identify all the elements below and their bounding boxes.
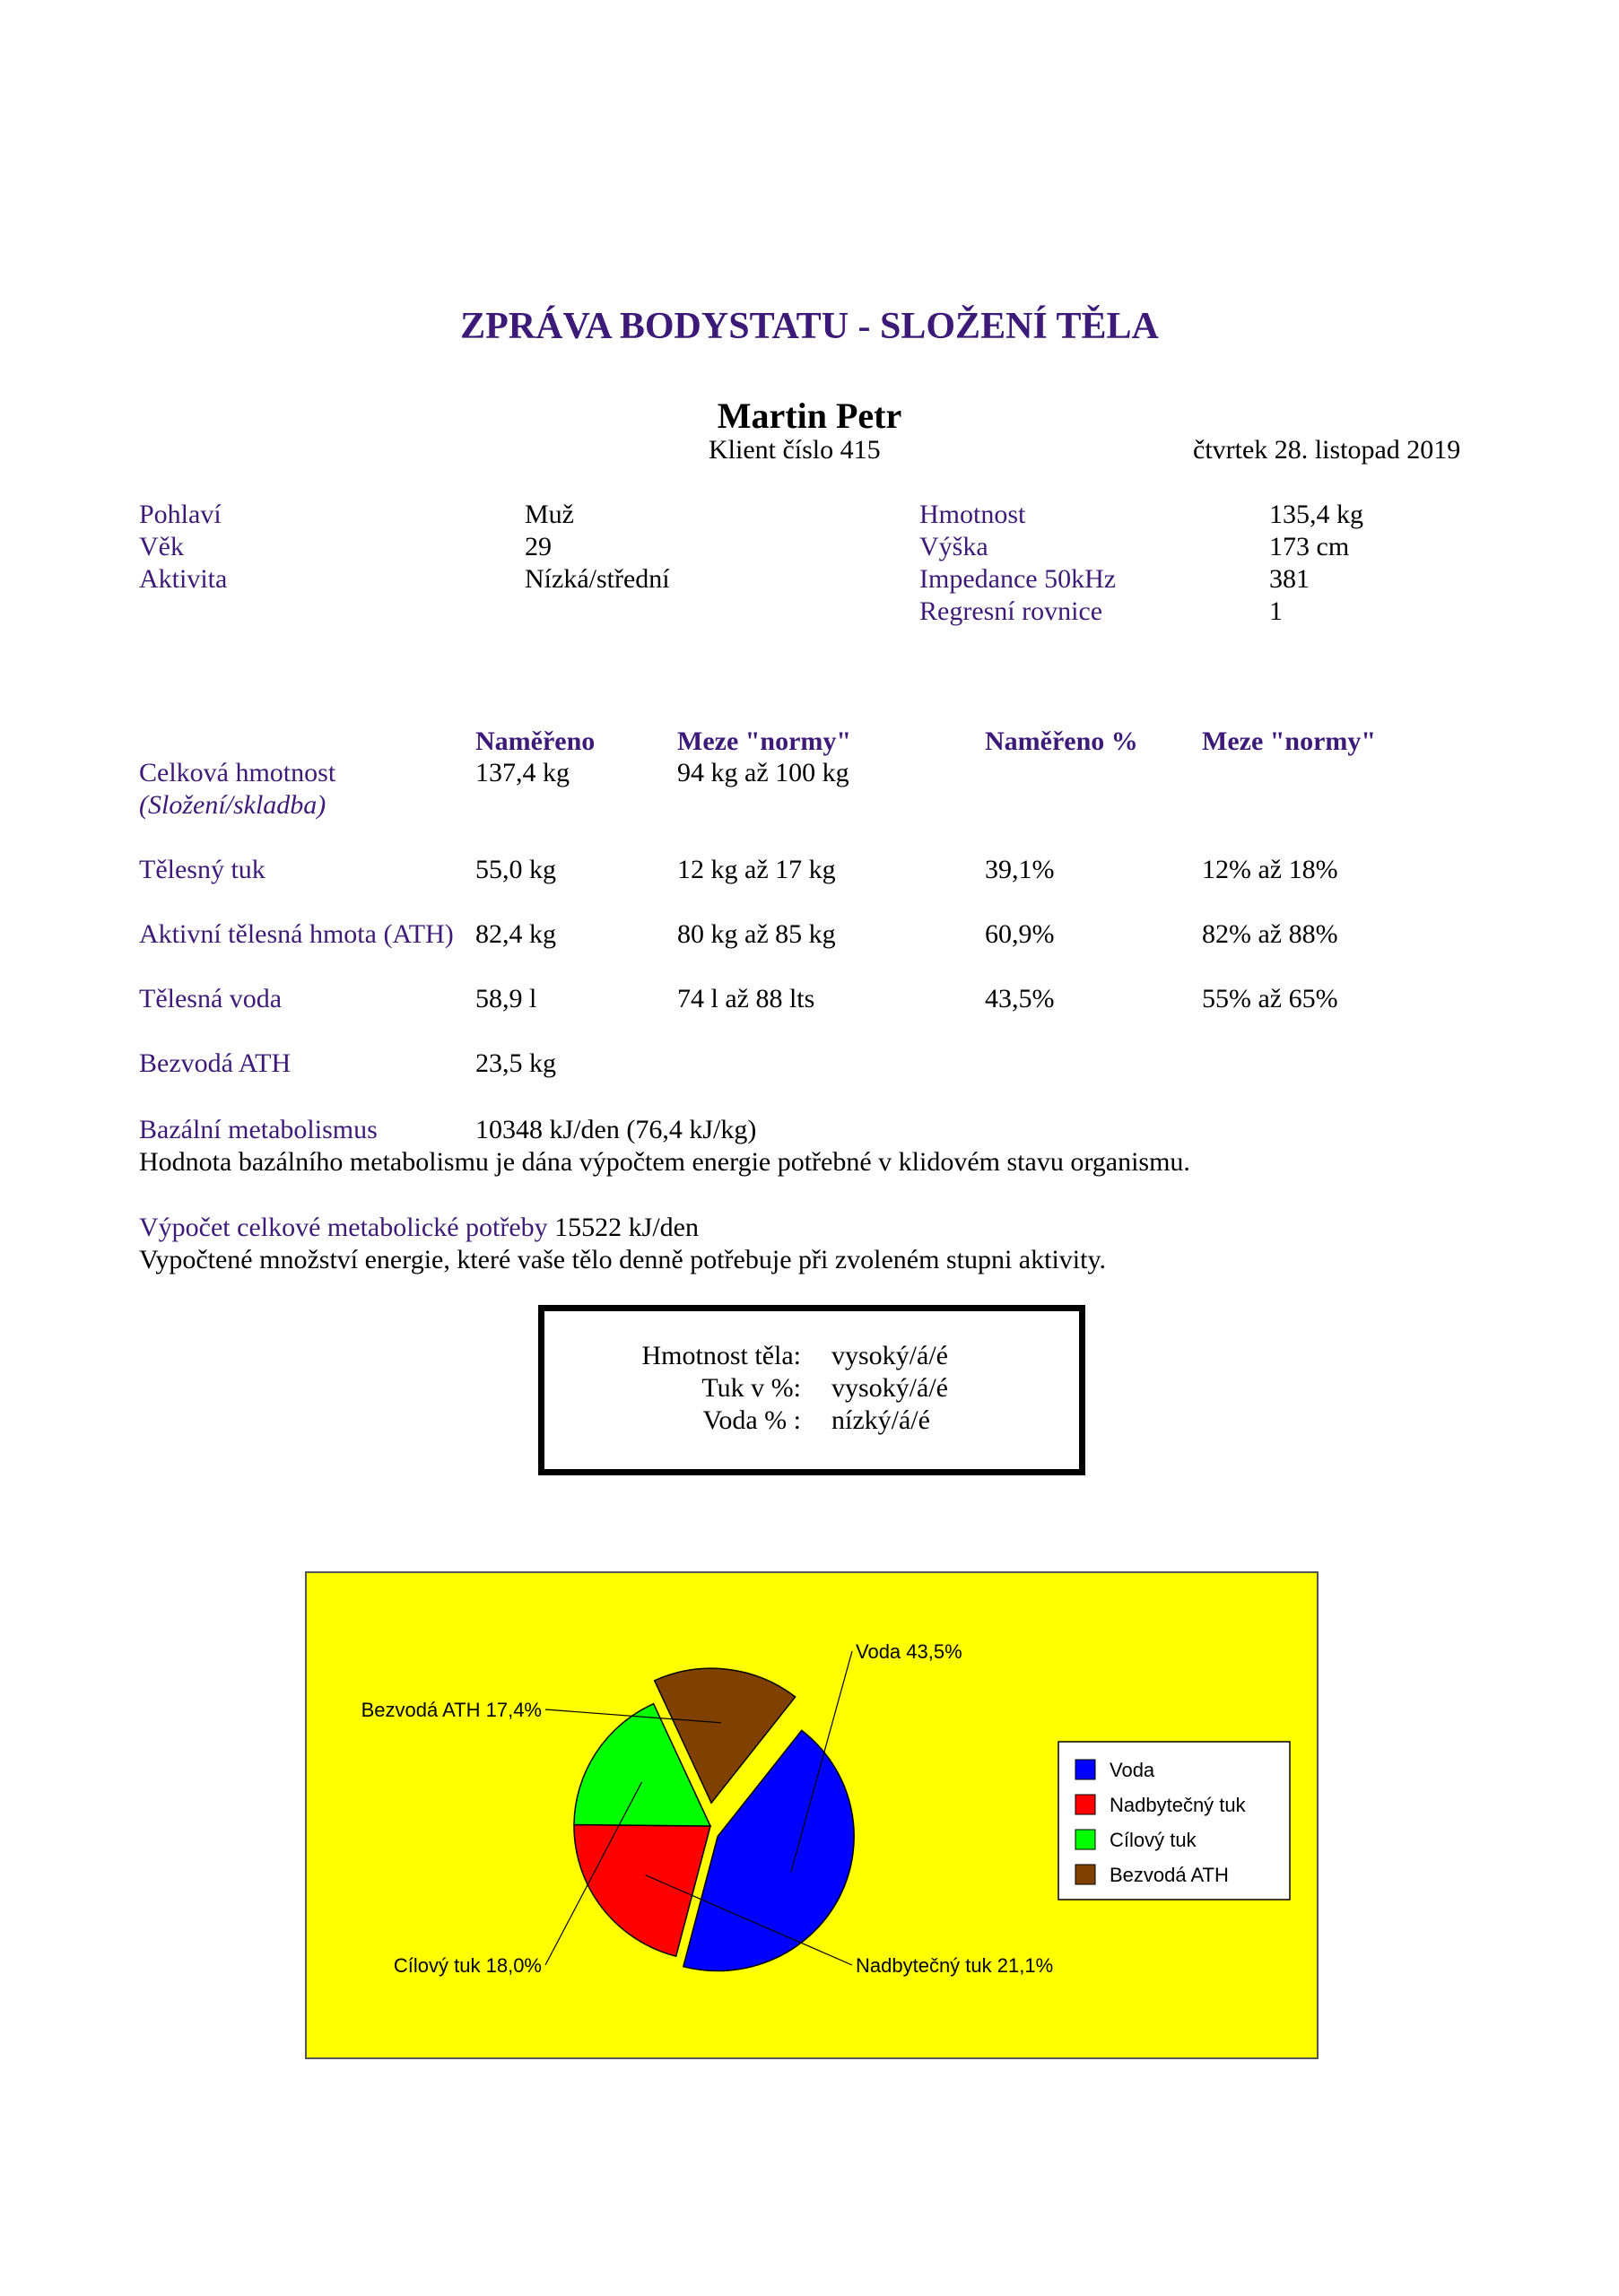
total-sublabel: (Složení/skladba)	[139, 790, 326, 820]
fat-norm: 12 kg až 17 kg	[677, 855, 836, 884]
legend-swatch-nadbytecny-tuk	[1075, 1795, 1095, 1814]
age-value: 29	[525, 532, 552, 561]
legend-label-cilovy-tuk: Cílový tuk	[1110, 1829, 1197, 1851]
summary-weight-label: Hmotnost těla:	[641, 1341, 801, 1370]
slice-label-voda: Voda 43,5%	[856, 1640, 962, 1663]
summary-fat-label: Tuk v %:	[701, 1373, 801, 1403]
lean-norm-pct: 82% až 88%	[1202, 919, 1338, 949]
header-norm: Meze "normy"	[677, 726, 852, 756]
chart-legend	[1058, 1742, 1290, 1900]
report-date: čtvrtek 28. listopad 2019	[1193, 435, 1461, 465]
water-norm: 74 l až 88 lts	[677, 984, 815, 1013]
basal-value: 10348 kJ/den (76,4 kJ/kg)	[475, 1115, 757, 1144]
summary-box	[538, 1305, 1085, 1475]
header-measured-pct: Naměřeno %	[985, 726, 1138, 756]
legend-swatch-bezvoda-ath	[1075, 1865, 1095, 1884]
legend-swatch-cilovy-tuk	[1075, 1830, 1095, 1849]
total-metabolism-value: 15522 kJ/den	[554, 1213, 699, 1242]
weight-label: Hmotnost	[919, 500, 1026, 529]
summary-fat-value: vysoký/á/é	[831, 1373, 948, 1403]
fat-label: Tělesný tuk	[139, 855, 265, 884]
slice-label-nadbytecny-tuk: Nadbytečný tuk 21,1%	[856, 1954, 1054, 1977]
slice-label-bezvoda-ath: Bezvodá ATH 17,4%	[361, 1699, 542, 1721]
regression-value: 1	[1269, 596, 1283, 626]
gender-value: Muž	[525, 500, 574, 529]
height-label: Výška	[919, 532, 988, 561]
total-label: Celková hmotnost	[139, 758, 336, 787]
activity-value: Nízká/střední	[525, 564, 670, 594]
basal-label: Bazální metabolismus	[139, 1115, 378, 1144]
total-metabolism	[139, 1213, 699, 1243]
header-measured: Naměřeno	[475, 726, 596, 756]
lean-measured-pct: 60,9%	[985, 919, 1055, 949]
regression-label: Regresní rovnice	[919, 596, 1103, 626]
impedance-value: 381	[1269, 564, 1310, 594]
fat-measured-pct: 39,1%	[985, 855, 1055, 884]
summary-weight-value: vysoký/á/é	[831, 1341, 948, 1370]
dry-lean-measured: 23,5 kg	[475, 1048, 556, 1078]
client-name: Martin Petr	[717, 396, 902, 436]
activity-label: Aktivita	[139, 564, 228, 594]
summary-water-value: nízký/á/é	[831, 1405, 930, 1435]
water-measured: 58,9 l	[475, 984, 537, 1013]
fat-measured: 55,0 kg	[475, 855, 556, 884]
header-norm-pct: Meze "normy"	[1202, 726, 1377, 756]
lean-norm: 80 kg až 85 kg	[677, 919, 836, 949]
summary-water-label: Voda % :	[702, 1405, 801, 1435]
legend-label-nadbytecny-tuk: Nadbytečný tuk	[1110, 1794, 1246, 1816]
basal-note: Hodnota bazálního metabolismu je dána výpočtem energie potřebné v klidovém stavu organismu.	[139, 1147, 1190, 1177]
slice-label-cilovy-tuk: Cílový tuk 18,0%	[393, 1954, 542, 1977]
water-norm-pct: 55% až 65%	[1202, 984, 1338, 1013]
pie-slice-nadbytecny-tuk	[574, 1825, 710, 1957]
legend-swatch-voda	[1075, 1760, 1095, 1779]
impedance-label: Impedance 50kHz	[919, 564, 1117, 594]
gender-label: Pohlaví	[139, 500, 222, 529]
total-metabolism-note: Vypočtené množství energie, které vaše tělo denně potřebuje při zvoleném stupni aktivity.	[139, 1245, 1107, 1274]
total-measured: 137,4 kg	[475, 758, 570, 787]
water-measured-pct: 43,5%	[985, 984, 1055, 1013]
lean-measured: 82,4 kg	[475, 919, 556, 949]
pie-chart-svg	[307, 1573, 1320, 2061]
total-metabolism-label: Výpočet celkové metabolické potřeby	[139, 1213, 548, 1242]
composition-pie-chart	[305, 1571, 1319, 2059]
total-norm: 94 kg až 100 kg	[677, 758, 849, 787]
lean-label: Aktivní tělesná hmota (ATH)	[139, 919, 454, 949]
age-label: Věk	[139, 532, 184, 561]
report-title: ZPRÁVA BODYSTATU - SLOŽENÍ TĚLA	[460, 306, 1159, 347]
fat-norm-pct: 12% až 18%	[1202, 855, 1338, 884]
legend-label-bezvoda-ath: Bezvodá ATH	[1110, 1864, 1229, 1886]
client-number: Klient číslo 415	[709, 435, 881, 465]
legend-label-voda: Voda	[1110, 1759, 1155, 1781]
dry-lean-label: Bezvodá ATH	[139, 1048, 292, 1078]
weight-value: 135,4 kg	[1269, 500, 1363, 529]
height-value: 173 cm	[1269, 532, 1350, 561]
water-label: Tělesná voda	[139, 984, 283, 1013]
